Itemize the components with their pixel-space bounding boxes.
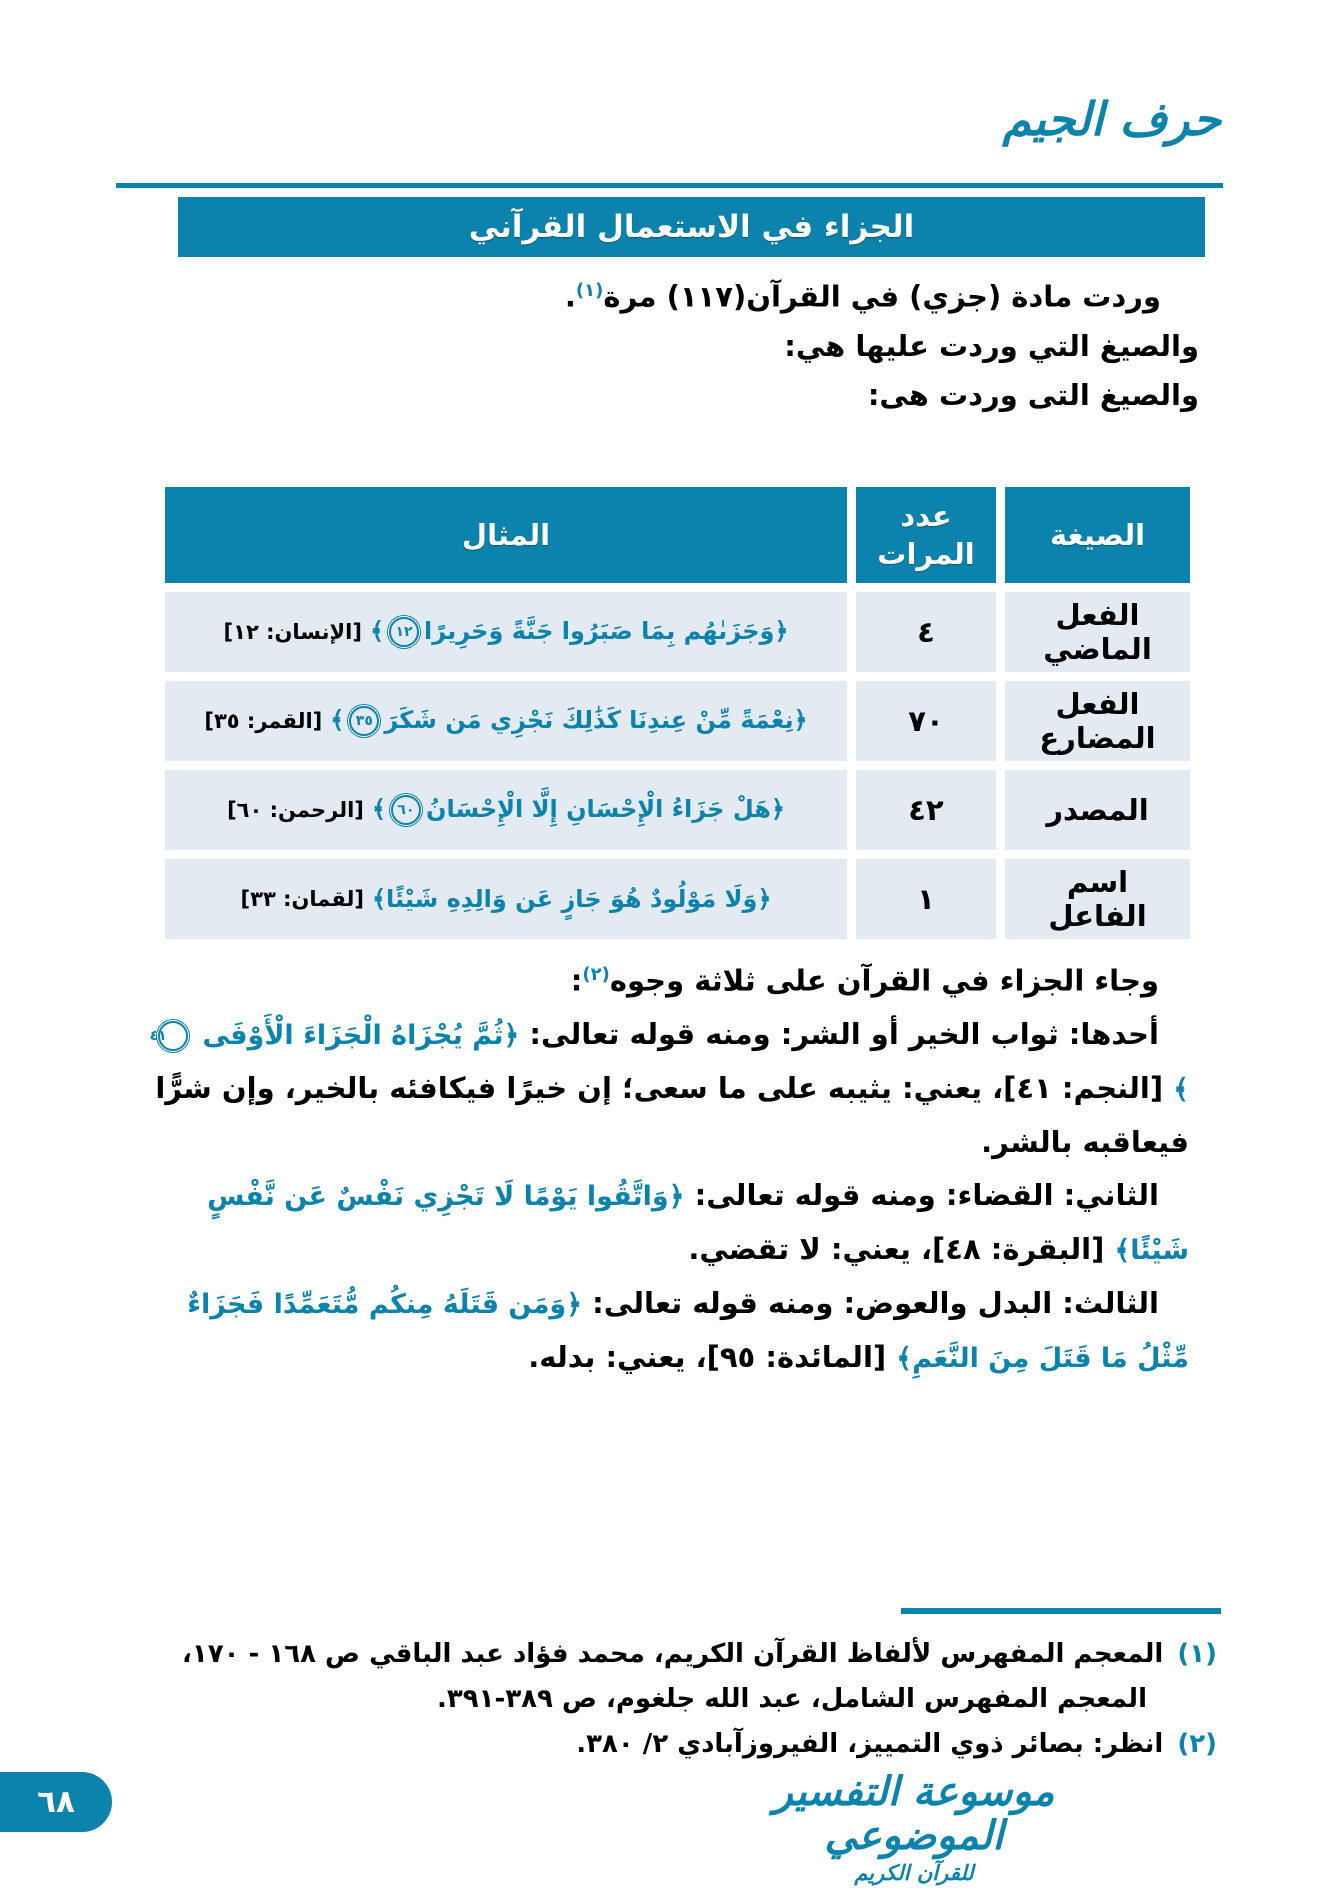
way-3-tail: [المائدة: ٩٥]، يعني: بدله. bbox=[528, 1339, 897, 1374]
table-row-example bbox=[165, 592, 847, 672]
quran-verse bbox=[372, 795, 785, 825]
page-number: ٦٨ bbox=[37, 1784, 75, 1820]
verse-reference: [لقمان: ٣٣] bbox=[240, 887, 364, 911]
intro-line-3: والصيغ التى وردت هى: bbox=[867, 377, 1199, 412]
verse-reference: [الإنسان: ١٢] bbox=[223, 620, 362, 644]
quran-close-bracket: ﴾ bbox=[1173, 1073, 1189, 1105]
quran-close-bracket: ﴾ bbox=[1114, 1234, 1131, 1266]
footnote-2-marker: (٢) bbox=[1177, 1729, 1217, 1759]
chapter-calligraphy: حرف الجيم bbox=[1002, 92, 1221, 146]
table-row-example bbox=[165, 859, 847, 939]
quran-verse bbox=[370, 617, 789, 647]
quran-close-bracket: ﴾ bbox=[896, 1342, 913, 1374]
footnote-1-text: المعجم المفهرس لألفاظ القرآن الكريم، محمد فؤاد عبد الباقي ص ١٦٨ - ١٧٠، المعجم المفهرس الشامل، عبد الله جلغوم، ص ٣٨٩-٣٩١. bbox=[181, 1639, 1164, 1714]
ayah-number-medallion bbox=[349, 706, 379, 736]
verse-reference: [القمر: ٣٥] bbox=[204, 709, 323, 733]
table-row-form: اسم الفاعل bbox=[1005, 859, 1190, 939]
quran-verse-text: نِعْمَةً مِّنْ عِندِنَا كَذَٰلِكَ نَجْزِي مَن شَكَرَ bbox=[384, 706, 794, 734]
ayah-number: ٤١ bbox=[149, 1027, 167, 1044]
quran-verse bbox=[372, 885, 772, 913]
ayah-number-medallion bbox=[391, 795, 421, 825]
col-header-count: عدد المرات bbox=[856, 487, 996, 583]
intro-line-1-period: . bbox=[564, 279, 576, 314]
body-paragraphs bbox=[150, 948, 1189, 1385]
way-2-tail: [البقرة: ٤٨]، يعني: لا تقضي. bbox=[688, 1231, 1115, 1266]
quran-open-bracket: ﴿ bbox=[566, 1288, 583, 1320]
verse-reference: [الرحمن: ٦٠] bbox=[227, 798, 364, 822]
publisher-logo-line2: للقرآن الكريم bbox=[854, 1861, 974, 1885]
intro-paragraphs bbox=[150, 266, 1199, 420]
section-title: الجزاء في الاستعمال القرآني bbox=[468, 209, 915, 245]
ayah-number-medallion bbox=[389, 617, 419, 647]
ways-intro-text: وجاء الجزاء في القرآن على ثلاثة وجوه bbox=[609, 963, 1159, 998]
page-number-badge bbox=[0, 1772, 112, 1832]
quran-verse-text: هَلْ جَزَاءُ الْإِحْسَانِ إِلَّا الْإِحْسَانُ bbox=[425, 795, 771, 823]
table-row-count: ١ bbox=[856, 859, 996, 939]
intro-line-1 bbox=[150, 266, 1199, 322]
footnote-separator-rule bbox=[901, 1608, 1221, 1614]
way-1-lead: أحدها: ثواب الخير أو الشر: ومنه قوله تعالى: bbox=[519, 1016, 1159, 1051]
quran-verse-text: وَجَزَىٰهُم بِمَا صَبَرُوا جَنَّةً وَحَرِيرًا bbox=[424, 617, 775, 645]
way-1 bbox=[150, 1008, 1189, 1169]
table-row-count: ٤ bbox=[856, 592, 996, 672]
quran-close-bracket: ﴾ bbox=[371, 795, 386, 823]
quran-open-bracket: ﴿ bbox=[774, 617, 789, 645]
quran-verse-text: ثُمَّ يُجْزَاهُ الْجَزَاءَ الْأَوْفَى bbox=[193, 1019, 504, 1051]
table-row-form: المصدر bbox=[1005, 770, 1190, 850]
quran-close-bracket: ﴾ bbox=[369, 617, 385, 645]
footnotes bbox=[158, 1632, 1217, 1767]
ayah-number-medallion bbox=[149, 1021, 188, 1051]
table-row-example bbox=[165, 681, 847, 761]
footnote-1-marker: (١) bbox=[1177, 1639, 1217, 1669]
ayah-number: ١٢ bbox=[395, 624, 413, 640]
intro-line-1-text: وردت مادة (جزي) في القرآن(١١٧) مرة bbox=[603, 279, 1161, 314]
footnote-ref-2: (٢) bbox=[582, 964, 610, 985]
way-3 bbox=[150, 1277, 1189, 1385]
header-rule bbox=[116, 183, 1223, 188]
footnote-ref-1: (١) bbox=[575, 280, 604, 301]
col-header-example: المثال bbox=[165, 487, 847, 583]
quran-close-bracket: ﴾ bbox=[371, 885, 387, 913]
quran-verse-text: وَلَا مَوْلُودٌ هُوَ جَازٍ عَن وَالِدِهِ شَيْئًا bbox=[386, 885, 758, 913]
way-2-lead: الثاني: القضاء: ومنه قوله تعالى: bbox=[684, 1177, 1159, 1212]
ways-intro-colon: : bbox=[570, 963, 583, 998]
publisher-logo bbox=[699, 1770, 1129, 1885]
quran-close-bracket: ﴾ bbox=[330, 706, 345, 734]
usage-table bbox=[165, 487, 1190, 939]
table-row-form: الفعل الماضي bbox=[1005, 592, 1190, 672]
table-row-count: ٧٠ bbox=[856, 681, 996, 761]
quran-verse bbox=[330, 706, 807, 736]
quran-verse-text: وَمَن قَتَلَهُ مِنكُم مُّتَعَمِّدًا فَجَزَاءٌ مِّثْلُ مَا قَتَلَ مِنَ النَّعَمِ bbox=[187, 1288, 1189, 1374]
quran-open-bracket: ﴿ bbox=[503, 1019, 520, 1051]
way-1-tail: [النجم: ٤١]، يعني: يثيبه على ما سعى؛ إن خيرًا فيكافئه بالخير، وإن شرًّا فيعاقبه بالشر. bbox=[155, 1070, 1189, 1159]
ayah-number: ٣٥ bbox=[355, 713, 373, 729]
table-row-form: الفعل المضارع bbox=[1005, 681, 1190, 761]
footnote-2 bbox=[158, 1722, 1217, 1767]
table-row-count: ٤٢ bbox=[856, 770, 996, 850]
ayah-number: ٦٠ bbox=[397, 802, 415, 818]
publisher-logo-line1: موسوعة التفسير الموضوعي bbox=[773, 1769, 1055, 1859]
way-3-lead: الثالث: البدل والعوض: ومنه قوله تعالى: bbox=[582, 1285, 1159, 1320]
quran-open-bracket: ﴿ bbox=[757, 885, 772, 913]
intro-line-2: والصيغ التي وردت عليها هي: bbox=[784, 328, 1199, 363]
ways-intro bbox=[150, 948, 1189, 1008]
footnote-1 bbox=[158, 1632, 1217, 1722]
quran-open-bracket: ﴿ bbox=[793, 706, 808, 734]
footnote-2-text: انظر: بصائر ذوي التمييز، الفيروزآبادي ٢/ ٣٨٠. bbox=[576, 1729, 1164, 1759]
way-2 bbox=[150, 1169, 1189, 1277]
quran-open-bracket: ﴿ bbox=[770, 795, 785, 823]
col-header-form: الصيغة bbox=[1005, 487, 1190, 583]
section-title-bar bbox=[178, 197, 1205, 257]
table-row-example bbox=[165, 770, 847, 850]
quran-open-bracket: ﴿ bbox=[668, 1180, 685, 1212]
quran-verse-text: وَاتَّقُوا يَوْمًا لَا تَجْزِي نَفْسٌ عَن نَّفْسٍ شَيْئًا bbox=[207, 1180, 1189, 1266]
